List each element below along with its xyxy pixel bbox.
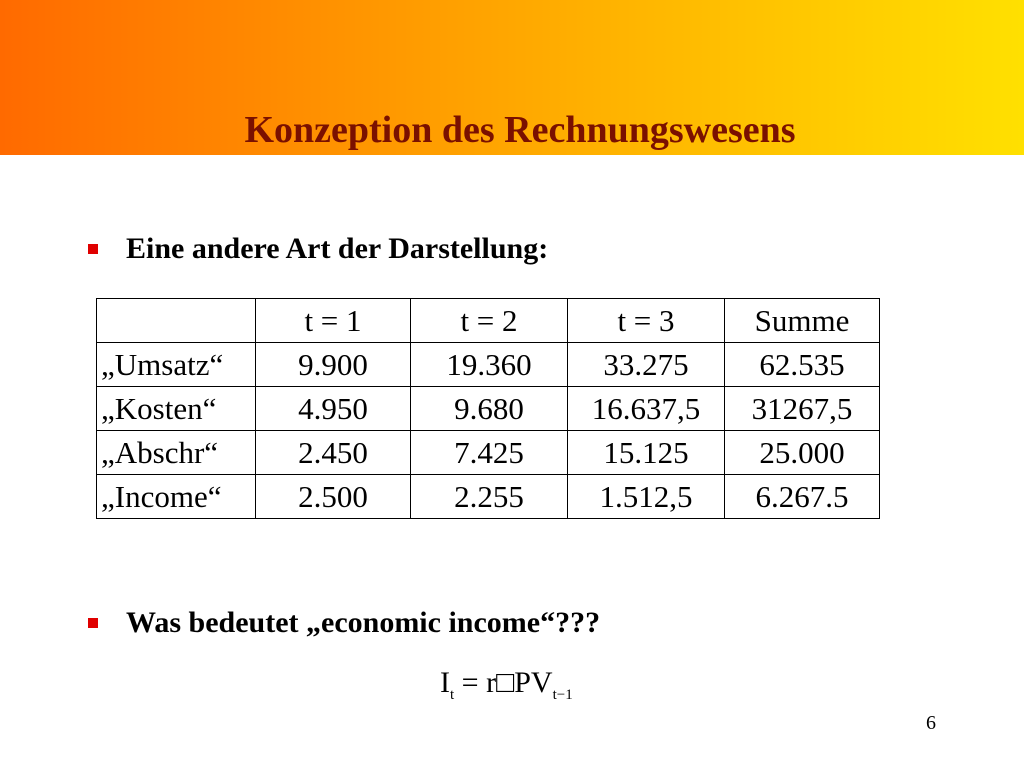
formula-lhs: I [440, 666, 450, 699]
slide-title: Konzeption des Rechnungswesens [244, 109, 796, 151]
formula-lhs-subscript: t [450, 687, 455, 703]
formula [440, 666, 573, 704]
data-table [96, 298, 880, 519]
formula-placeholder-glyph: □ [496, 666, 515, 699]
formula-rhs: PV [514, 666, 553, 699]
table-cell: 19.360 [411, 343, 568, 387]
page-number: 6 [926, 712, 936, 734]
bullet-text: Eine andere Art der Darstellung: [126, 232, 549, 265]
table-cell: 15.125 [568, 431, 725, 475]
bullet-text: Was bedeutet „economic income“??? [126, 606, 601, 639]
table-row [97, 343, 880, 387]
table-cell: 7.425 [411, 431, 568, 475]
table-cell: 16.637,5 [568, 387, 725, 431]
row-label: „Kosten“ [97, 387, 256, 431]
row-label: „Abschr“ [97, 431, 256, 475]
table-header-cell: t = 2 [411, 299, 568, 343]
formula-operator: = r [454, 666, 497, 699]
table-cell: 6.267.5 [725, 475, 880, 519]
bullet-square-icon [88, 618, 98, 628]
table-header-cell: t = 3 [568, 299, 725, 343]
table-cell: 31267,5 [725, 387, 880, 431]
table-cell: 62.535 [725, 343, 880, 387]
table-cell: 9.680 [411, 387, 568, 431]
table-cell: 9.900 [256, 343, 411, 387]
table-header-cell [97, 299, 256, 343]
bullet-item-1 [88, 232, 548, 266]
table-cell: 1.512,5 [568, 475, 725, 519]
table-cell: 2.450 [256, 431, 411, 475]
table-header-row [97, 299, 880, 343]
table-cell: 2.255 [411, 475, 568, 519]
table-header-cell: Summe [725, 299, 880, 343]
formula-rhs-subscript: t−1 [552, 687, 573, 703]
table-row [97, 431, 880, 475]
table-cell: 25.000 [725, 431, 880, 475]
table-cell: 4.950 [256, 387, 411, 431]
row-label: „Umsatz“ [97, 343, 256, 387]
table-cell: 2.500 [256, 475, 411, 519]
table-row [97, 475, 880, 519]
table-cell: 33.275 [568, 343, 725, 387]
table-header-cell: t = 1 [256, 299, 411, 343]
row-label: „Income“ [97, 475, 256, 519]
bullet-item-2 [88, 606, 600, 640]
table-row [97, 387, 880, 431]
bullet-square-icon [88, 244, 98, 254]
